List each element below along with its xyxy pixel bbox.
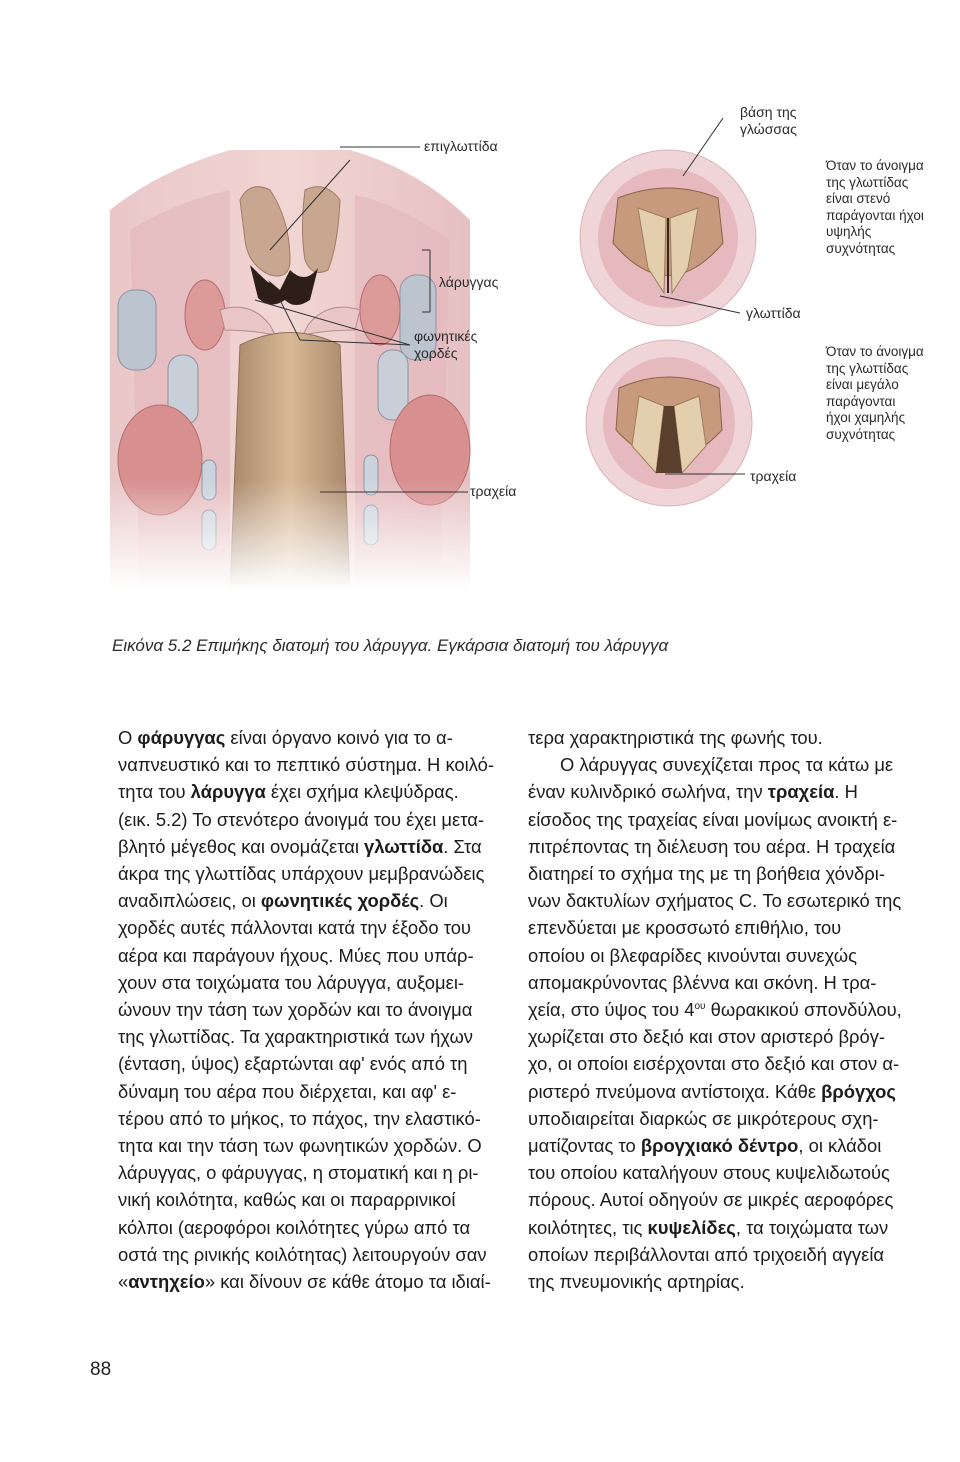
label-tongue-base-1: βάση της bbox=[740, 104, 797, 120]
note-wide-opening: Όταν το άνοιγμα της γλωττίδας είναι μεγάλο παράγονται ήχοι χαμηλής συχνότητας bbox=[826, 344, 924, 442]
label-trachea-left: τραχεία bbox=[470, 483, 517, 499]
label-glottis: γλωττίδα bbox=[746, 305, 801, 321]
right-first-line: τερα χαρακτηριστικά της φωνής του. bbox=[528, 727, 823, 748]
label-trachea-right: τραχεία bbox=[750, 468, 797, 484]
label-larynx: λάρυγγας bbox=[439, 274, 499, 290]
figure-caption: Εικόνα 5.2 Επιμήκης διατομή του λάρυγγα. Εγκάρσια διατομή του λάρυγγα bbox=[112, 636, 669, 655]
right-leader-lines bbox=[0, 0, 960, 620]
label-vocal-cords-1: φωνητικές bbox=[414, 328, 478, 344]
page-number: 88 bbox=[90, 1359, 112, 1380]
label-epiglottis: επιγλωττίδα bbox=[424, 138, 498, 154]
right-column: τερα χαρακτηριστικά της φωνής του. Ο λάρυγγας συνεχίζεται προς τα κάτω με έναν κυλινδρικό σωλήνα, την τραχεία. Η είσοδος της τραχείας είναι μονίμως ανοικτή ε- πιτρέποντας τη διέλευση του αέρα. Η τραχεία διατηρεί το σχήμα της με τη βοήθεια χόνδρι- νων δακτυλίων σχήματος C. Το εσωτερικό της επενδύεται με κροσσωτό επιθήλιο, του οποίου οι βλεφαρίδες κινούνται συνεχώς απομακρύνοντας βλέννα και σκόνη. Η τρα- χεία, στο ύψος του $4^{o\upsilon}$ θωρακικού σπονδύλου, χωρίζεται στο δεξιό και στον αριστερό βρόγ- χο, οι οποίοι εισέρχονται στο δεξιό και στον α- ριστερό πνεύμονα αντίστοιχα. Κάθε βρόγχος υποδιαιρείται διαρκώς σε μικρότερους σχη- ματίζοντας το βρογχιακό δέντρο, οι κλάδοι του οποίου καταλήγουν στους κυψελιδωτούς πόρους. Αυτοί οδηγούν σε μικρές αεροφόρες κοιλότητες, τις κυψελίδες, τα τοιχώματα των οποίων περιβάλλονται από τριχοειδή αγγεία της πνευμονικής αρτηρίας. bbox=[528, 727, 902, 1293]
left-column: Ο φάρυγγας είναι όργανο κοινό για το α- ναπνευστικό και το πεπτικό σύστημα. Η κοιλό- τητα του λάρυγγα έχει σχήμα κλεψύδρας. (εικ. 5.2) Το στενότερο άνοιγμά του έχει μετα- βλητό μέγεθος και ονομάζεται γλωττίδα. Στα άκρα της γλωττίδας υπάρχουν μεμβρανώδεις αναδιπλώσεις, οι φωνητικές χορδές. Οι χορδές αυτές πάλλονται κατά την έξοδο του αέρα και παράγουν ήχους. Μύες που υπάρ- χουν στα τοιχώματα του λάρυγγα, αυξομει- ώνουν την τάση των χορδών και το άνοιγμα της γλωττίδας. Τα χαρακτηριστικά των ήχων (ένταση, ύψος) εξαρτώνται αφ' ενός από τη δύναμη του αέρα που διέρχεται, και αφ' ε- τέρου από το μήκος, το πάχος, την ελαστικό- τητα και την τάση των φωνητικών χορδών. Ο λάρυγγας, ο φάρυγγας, η στοματική και η ρι- νική κοιλότητα, καθώς και οι παραρρινικοί κόλποι (αεροφόροι κοιλότητες γύρω από τα οστά της ρινικής κοιλότητας) λειτουργούν σαν «αντηχείο» και δίνουν σε κάθε άτομο τα ιδιαί- bbox=[118, 727, 494, 1293]
label-tongue-base-2: γλώσσας bbox=[740, 121, 797, 137]
note-narrow-opening: Όταν το άνοιγμα της γλωττίδας είναι στενό παράγονται ήχοι υψηλής συχνότητας bbox=[826, 158, 924, 256]
label-vocal-cords-2: χορδές bbox=[414, 345, 458, 361]
